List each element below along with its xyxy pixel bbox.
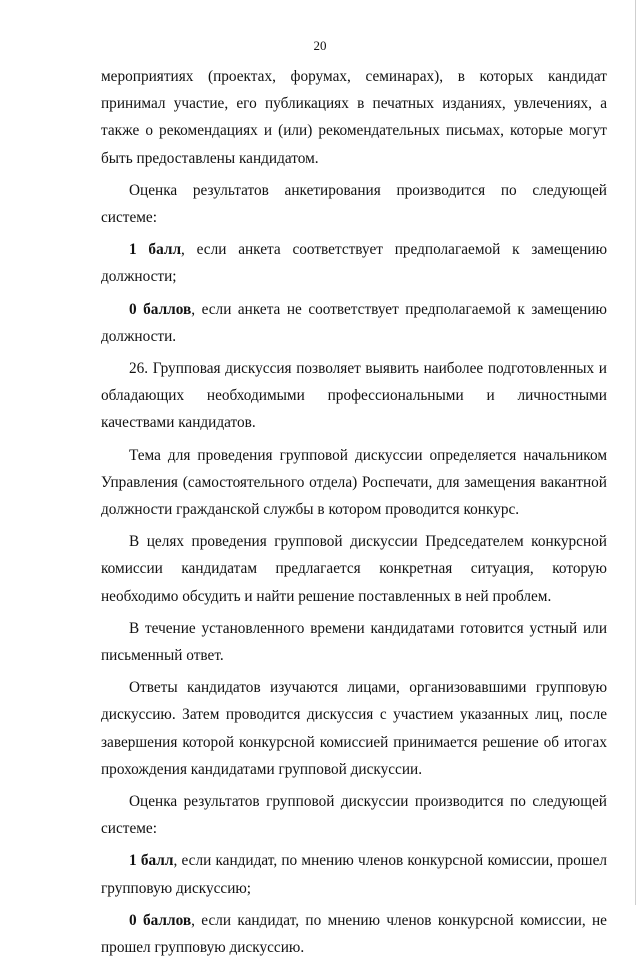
paragraph-text: В течение установленного времени кандидатами готовится устный или письменный ответ. (101, 619, 607, 665)
paragraph-text: , если кандидат, по мнению членов конкурсной комиссии, прошел групповую дискуссию; (101, 852, 607, 897)
paragraph-text: Ответы кандидатов изучаются лицами, организовавшими групповую дискуссию. Затем проводится дискуссия с участием указанных лиц, после завершения которой конкурсной комиссией принимается решение об итогах прохождения кандидатами групповой дискуссии. (101, 679, 607, 778)
paragraph-questionnaire-scoring-intro (101, 177, 607, 231)
paragraph-text: , если анкета соответствует предполагаемой к замещению должности; (101, 241, 607, 286)
page-number: 20 (313, 38, 327, 53)
score-label: 0 баллов (129, 911, 192, 929)
score-label: 0 баллов (129, 300, 192, 318)
paragraph-text: мероприятиях (проектах, форумах, семинарах), в которых кандидат принимал участие, его публикациях в печатных изданиях, увлечениях, а также о рекомендациях и (или) рекомендательных письмах, которые могут быть предоставлены кандидатом. (101, 68, 607, 167)
document-body (101, 63, 607, 966)
score-label: 1 балл (129, 241, 182, 259)
paragraph-text: , если анкета не соответствует предполагаемой к замещению должности. (101, 300, 607, 345)
score-label: 1 балл (129, 852, 174, 870)
paragraph-text: Оценка результатов анкетирования производится по следующей системе: (101, 181, 607, 227)
paragraph-text: 26. Групповая дискуссия позволяет выявить наиболее подготовленных и обладающих необходимыми профессиональными и личностными качествами кандидатов. (101, 360, 607, 432)
paragraph-score-one-discussion (101, 847, 607, 901)
paragraph-score-one-questionnaire (101, 236, 607, 290)
paragraph-score-zero-questionnaire (101, 296, 607, 350)
paragraph-discussion-scoring-intro (101, 788, 607, 842)
page-edge (635, 0, 636, 905)
paragraph-text: Оценка результатов групповой дискуссии производится по следующей системе: (101, 793, 607, 838)
paragraph-26-group-discussion (101, 355, 607, 437)
paragraph-score-zero-discussion (101, 907, 607, 961)
paragraph-continuation (101, 63, 607, 172)
paragraph-answers-review (101, 674, 607, 783)
paragraph-discussion-topic (101, 442, 607, 524)
paragraph-answer-preparation (101, 615, 607, 669)
paragraph-text: , если кандидат, по мнению членов конкурсной комиссии, не прошел групповую дискуссию. (101, 911, 607, 957)
paragraph-text: Тема для проведения групповой дискуссии определяется начальником Управления (самостоятельного отдела) Роспечати, для замещения вакантной должности гражданской службы в котором проводится конкурс. (101, 446, 607, 519)
paragraph-discussion-situation (101, 528, 607, 610)
paragraph-text: В целях проведения групповой дискуссии Председателем конкурсной комиссии кандидатам предлагается конкретная ситуация, которую необходимо обсудить и найти решение поставленных в ней проблем. (101, 533, 607, 605)
